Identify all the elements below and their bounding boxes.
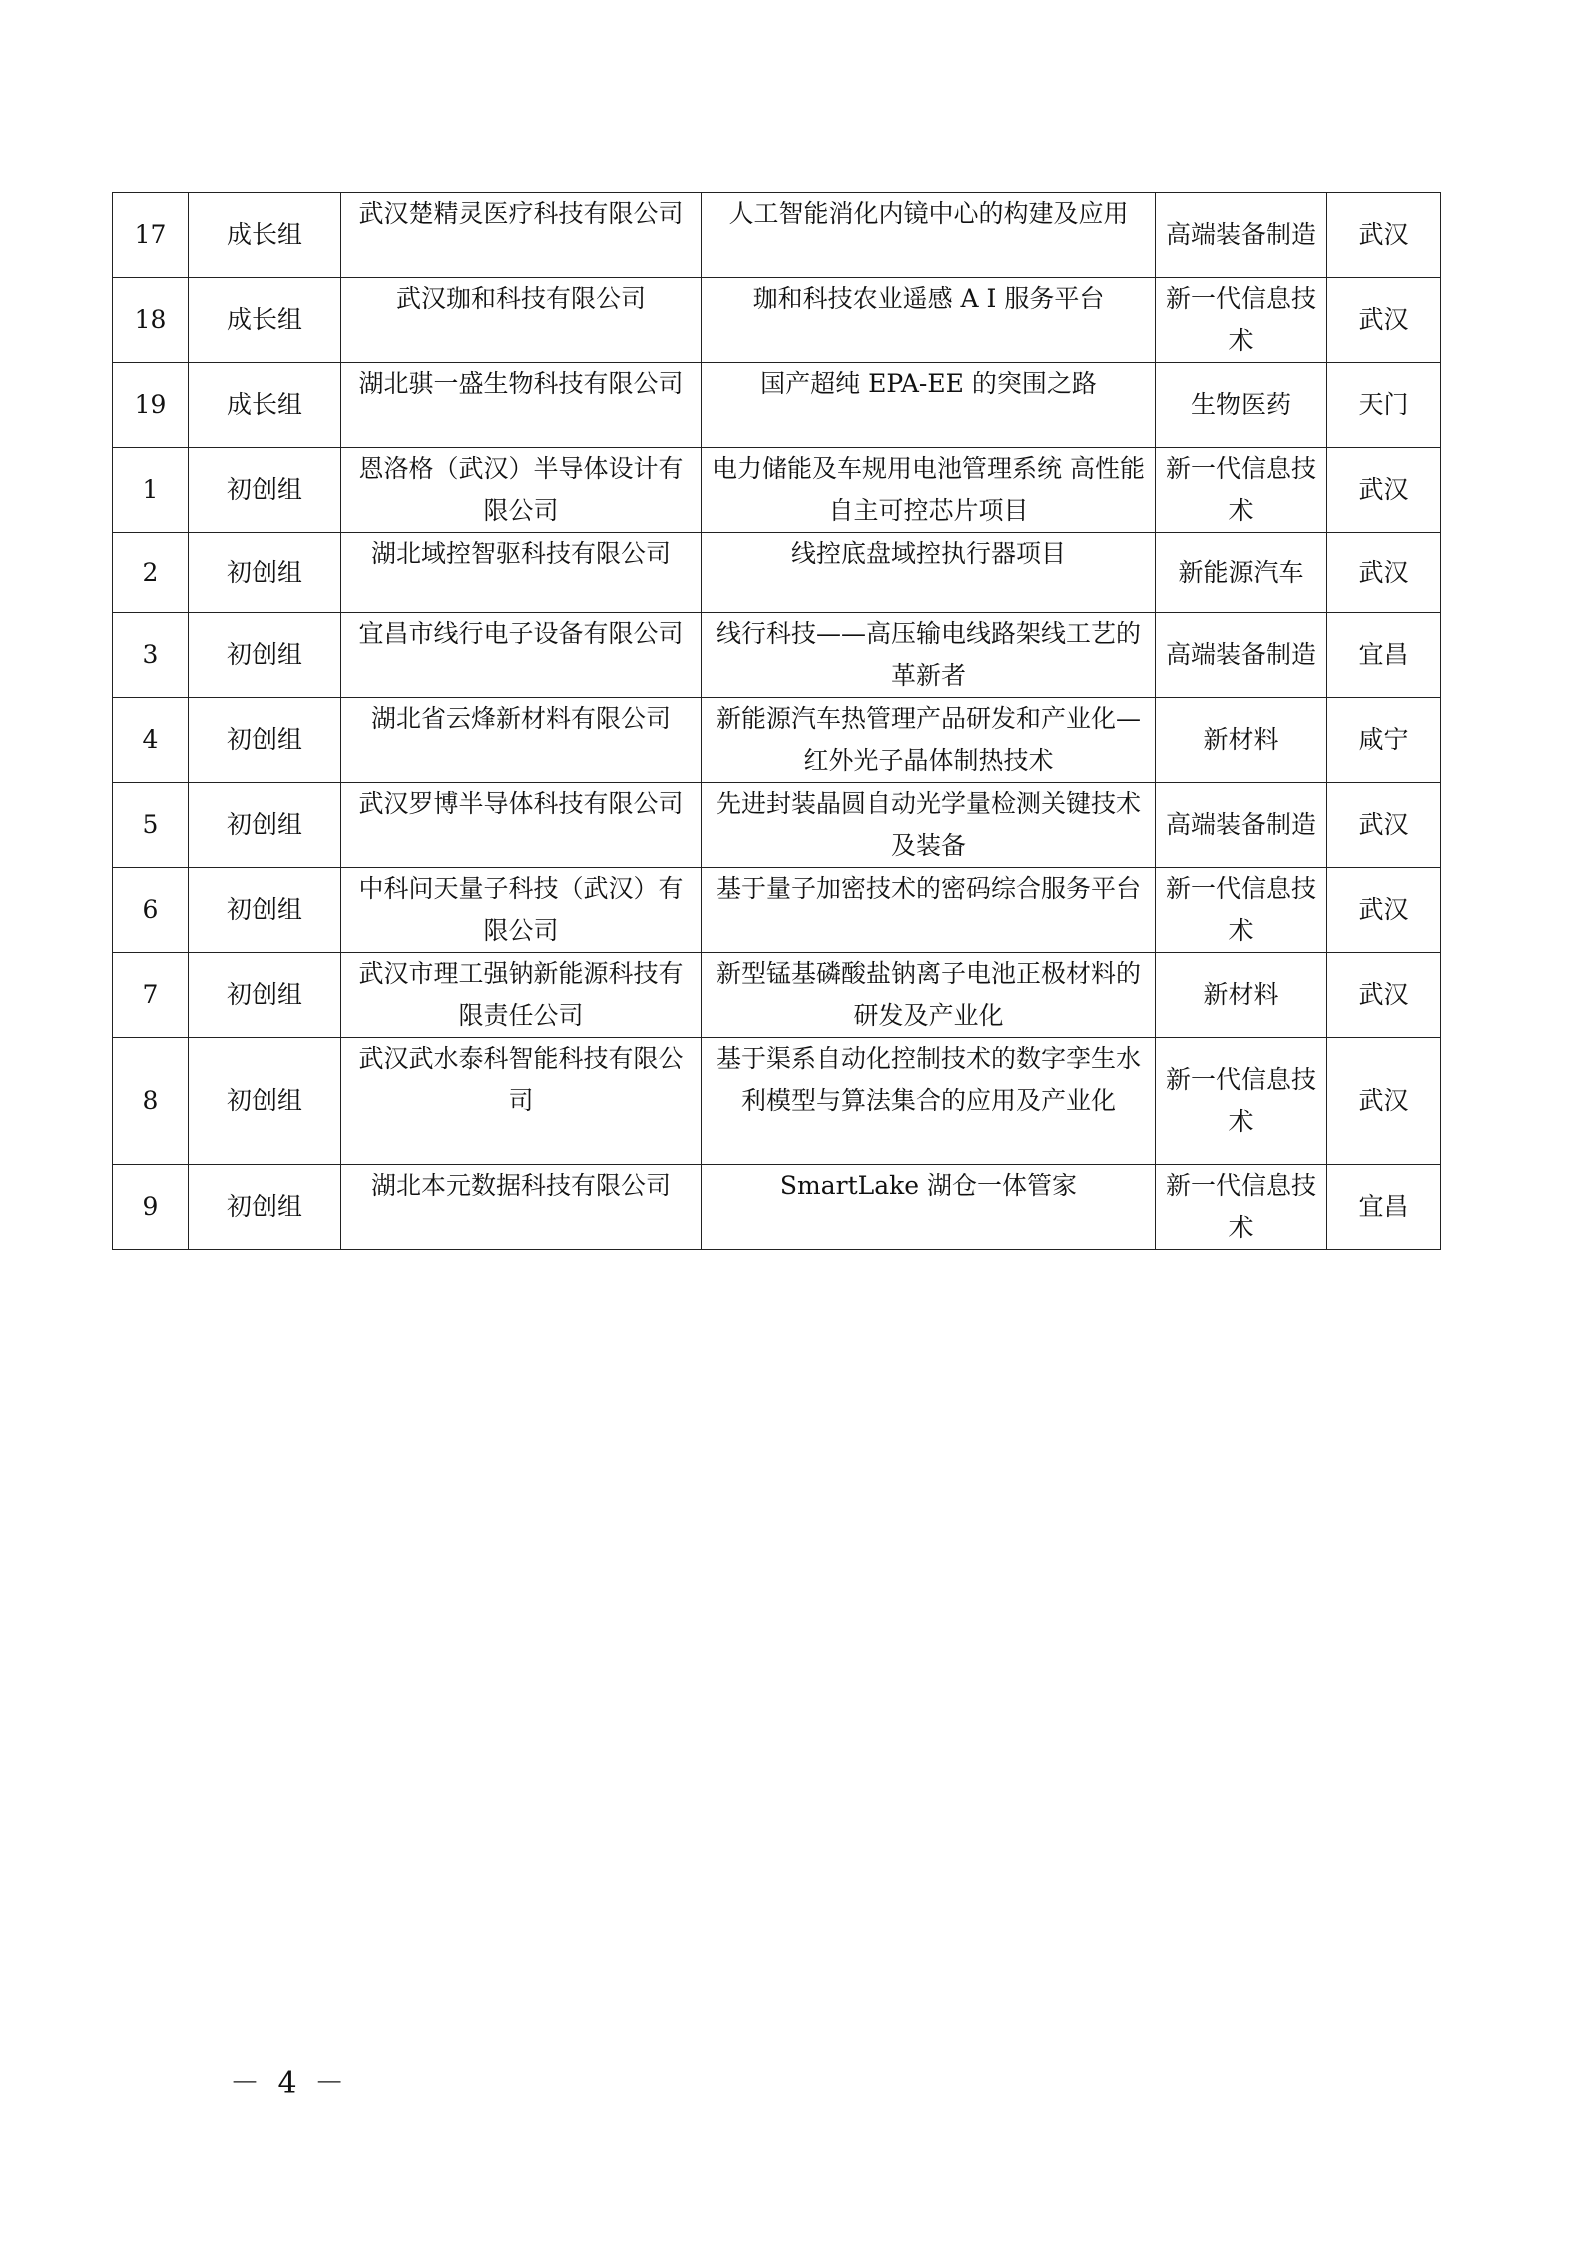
cell-region: 武汉 [1327,868,1441,953]
cell-number: 3 [113,613,189,698]
cell-company: 武汉罗博半导体科技有限公司 [341,783,702,868]
cell-company: 武汉楚精灵医疗科技有限公司 [341,193,702,278]
cell-region: 宜昌 [1327,1165,1441,1250]
cell-number: 5 [113,783,189,868]
cell-number: 19 [113,363,189,448]
cell-region: 武汉 [1327,783,1441,868]
table-row [113,278,1441,363]
cell-group: 初创组 [189,953,341,1038]
cell-group: 初创组 [189,1038,341,1165]
cell-project: 电力储能及车规用电池管理系统 高性能自主可控芯片项目 [702,448,1156,533]
cell-field: 新材料 [1156,953,1327,1038]
cell-group: 成长组 [189,363,341,448]
table-row [113,533,1441,613]
cell-project: 新型锰基磷酸盐钠离子电池正极材料的研发及产业化 [702,953,1156,1038]
cell-field: 新能源汽车 [1156,533,1327,613]
cell-group: 初创组 [189,613,341,698]
cell-company: 湖北骐一盛生物科技有限公司 [341,363,702,448]
cell-company: 恩洛格（武汉）半导体设计有限公司 [341,448,702,533]
table-row [113,613,1441,698]
cell-group: 初创组 [189,448,341,533]
cell-field: 高端装备制造 [1156,613,1327,698]
cell-company: 湖北省云烽新材料有限公司 [341,698,702,783]
cell-region: 天门 [1327,363,1441,448]
cell-number: 4 [113,698,189,783]
cell-field: 新一代信息技术 [1156,1165,1327,1250]
cell-project: 先进封装晶圆自动光学量检测关键技术及装备 [702,783,1156,868]
cell-company: 湖北本元数据科技有限公司 [341,1165,702,1250]
cell-group: 初创组 [189,698,341,783]
cell-field: 新材料 [1156,698,1327,783]
cell-project: 线控底盘域控执行器项目 [702,533,1156,613]
cell-number: 7 [113,953,189,1038]
cell-project: 珈和科技农业遥感 A I 服务平台 [702,278,1156,363]
cell-project: 基于渠系自动化控制技术的数字孪生水利模型与算法集合的应用及产业化 [702,1038,1156,1165]
cell-number: 1 [113,448,189,533]
table-row [113,193,1441,278]
cell-company: 武汉珈和科技有限公司 [341,278,702,363]
cell-company: 武汉武水泰科智能科技有限公司 [341,1038,702,1165]
cell-region: 咸宁 [1327,698,1441,783]
cell-region: 宜昌 [1327,613,1441,698]
cell-field: 高端装备制造 [1156,783,1327,868]
table-row [113,698,1441,783]
table-row [113,1038,1441,1165]
table-row [113,1165,1441,1250]
cell-project: SmartLake 湖仓一体管家 [702,1165,1156,1250]
cell-company: 宜昌市线行电子设备有限公司 [341,613,702,698]
cell-company: 中科问天量子科技（武汉）有限公司 [341,868,702,953]
projects-table [112,192,1441,1250]
cell-field: 新一代信息技术 [1156,278,1327,363]
cell-number: 8 [113,1038,189,1165]
table-row [113,953,1441,1038]
cell-group: 成长组 [189,278,341,363]
cell-field: 新一代信息技术 [1156,1038,1327,1165]
cell-number: 18 [113,278,189,363]
cell-field: 新一代信息技术 [1156,868,1327,953]
cell-project: 国产超纯 EPA-EE 的突围之路 [702,363,1156,448]
cell-company: 湖北域控智驱科技有限公司 [341,533,702,613]
cell-group: 初创组 [189,533,341,613]
cell-number: 9 [113,1165,189,1250]
cell-field: 新一代信息技术 [1156,448,1327,533]
cell-project: 基于量子加密技术的密码综合服务平台 [702,868,1156,953]
cell-region: 武汉 [1327,448,1441,533]
table-row [113,448,1441,533]
table-row [113,868,1441,953]
cell-region: 武汉 [1327,278,1441,363]
cell-number: 2 [113,533,189,613]
cell-group: 初创组 [189,783,341,868]
cell-region: 武汉 [1327,953,1441,1038]
cell-project: 人工智能消化内镜中心的构建及应用 [702,193,1156,278]
cell-number: 17 [113,193,189,278]
cell-region: 武汉 [1327,193,1441,278]
page-number: － 4 － [230,2066,349,2101]
table-row [113,363,1441,448]
cell-field: 生物医药 [1156,363,1327,448]
cell-field: 高端装备制造 [1156,193,1327,278]
cell-group: 初创组 [189,868,341,953]
cell-group: 初创组 [189,1165,341,1250]
cell-region: 武汉 [1327,1038,1441,1165]
cell-number: 6 [113,868,189,953]
cell-project: 新能源汽车热管理产品研发和产业化—红外光子晶体制热技术 [702,698,1156,783]
table-row [113,783,1441,868]
cell-project: 线行科技——高压输电线路架线工艺的革新者 [702,613,1156,698]
cell-region: 武汉 [1327,533,1441,613]
cell-company: 武汉市理工强钠新能源科技有限责任公司 [341,953,702,1038]
cell-group: 成长组 [189,193,341,278]
